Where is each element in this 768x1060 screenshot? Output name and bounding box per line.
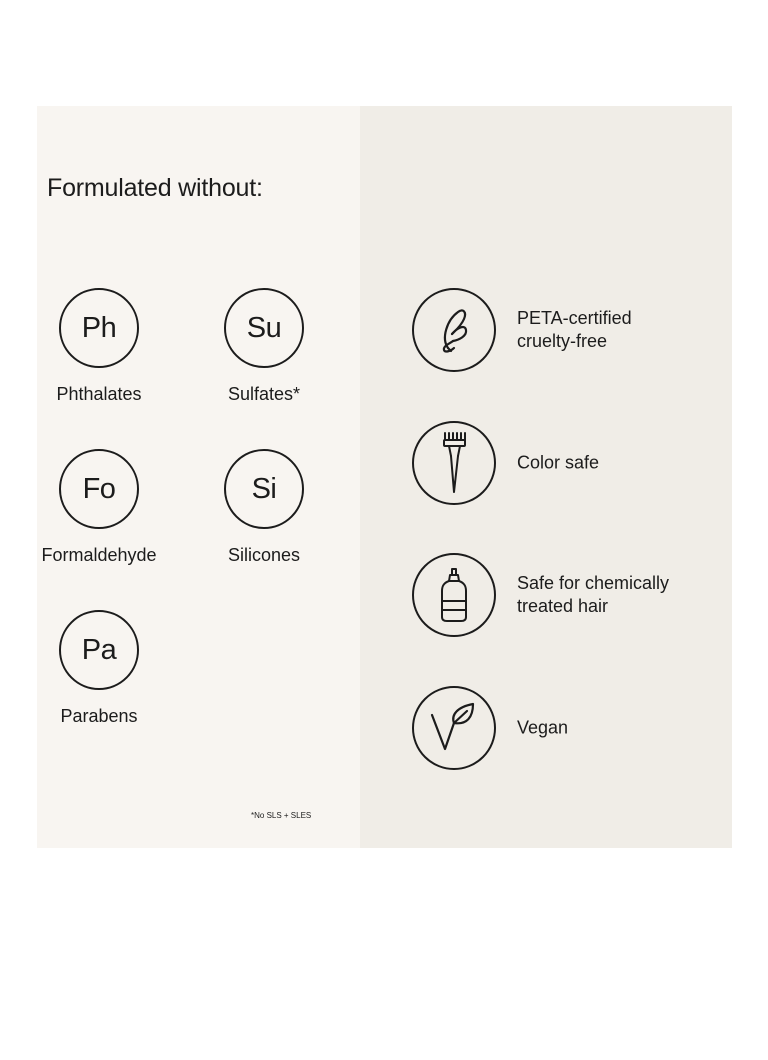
parabens-symbol-badge: Pa — [59, 610, 139, 690]
formaldehyde-symbol-badge: Fo — [59, 449, 139, 529]
vegan-badge — [412, 686, 496, 770]
cruelty-free-text — [517, 307, 707, 353]
silicones-symbol-badge: Si — [224, 449, 304, 529]
vegan-line1: Vegan — [517, 717, 569, 738]
color-safe-line1: Color safe — [517, 452, 600, 473]
bunny-icon — [431, 304, 477, 356]
vegan-leaf-icon — [429, 701, 479, 755]
ingredient-phthalates — [19, 288, 179, 405]
tint-brush-icon — [439, 430, 469, 496]
sulfates-label: Sulfates* — [227, 384, 301, 404]
ingredient-formaldehyde — [19, 449, 179, 566]
ingredient-parabens — [19, 610, 179, 727]
benefits-panel — [360, 106, 732, 848]
sulfates-footnote: *No SLS + SLES — [251, 811, 312, 820]
chemically-treated-badge — [412, 553, 496, 637]
cruelty-free-badge — [412, 288, 496, 372]
feature-color-safe — [412, 421, 712, 505]
phthalates-label: Phthalates — [56, 384, 142, 404]
chemically-treated-line1: Safe for chemically — [517, 573, 670, 593]
color-safe-text — [517, 452, 707, 475]
sulfates-symbol-badge: Su — [224, 288, 304, 368]
vegan-text — [517, 717, 707, 740]
cruelty-free-line2: cruelty-free — [517, 331, 608, 351]
chemically-treated-line2: treated hair — [517, 596, 609, 616]
parabens-label: Parabens — [60, 706, 138, 726]
product-claims-card — [37, 106, 732, 848]
color-safe-badge — [412, 421, 496, 505]
formulated-without-heading: Formulated without: — [47, 174, 263, 202]
formaldehyde-label: Formaldehyde — [41, 545, 157, 565]
ingredient-sulfates — [184, 288, 344, 405]
ingredient-silicones — [184, 449, 344, 566]
feature-vegan — [412, 686, 712, 770]
phthalates-symbol-badge: Ph — [59, 288, 139, 368]
feature-cruelty-free — [412, 288, 712, 372]
chemically-treated-text — [517, 572, 707, 618]
bottle-icon — [439, 567, 469, 623]
cruelty-free-line1: PETA-certified — [517, 308, 632, 328]
silicones-label: Silicones — [227, 545, 301, 565]
formulated-without-panel — [37, 106, 360, 848]
feature-chemically-treated — [412, 553, 712, 637]
